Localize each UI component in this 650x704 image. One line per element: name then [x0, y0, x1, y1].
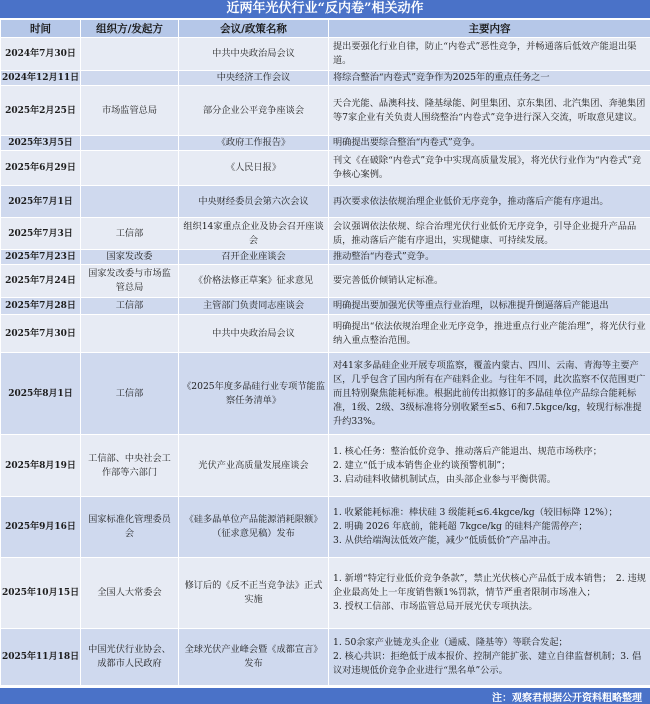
content-line: 明确提出要加强光伏等重点行业治理，以标准提升倒逼落后产能退出 [333, 300, 609, 311]
table-row [1, 186, 650, 218]
cell-content [329, 186, 650, 218]
table-row [1, 86, 650, 136]
table-row [1, 315, 650, 353]
content-line: 1. 50余家产业链龙头企业（通威、隆基等）等联合发起； [333, 637, 568, 648]
cell-meeting: 修订后的《反不正当竞争法》正式实施 [179, 558, 329, 629]
table-row [1, 629, 650, 686]
header-row [1, 20, 650, 38]
table-row [1, 136, 650, 151]
cell-content [329, 315, 650, 353]
content-line: 2. 核心共识：拒绝低于成本报价、控制产能扩张、建立自律监督机制；3. 倡议对违规低价竞争企业进行“黑名单”公示。 [333, 651, 642, 676]
table-row [1, 353, 650, 435]
cell-org: 工信部 [81, 298, 179, 315]
cell-org: 中国光伏行业协会、成都市人民政府 [81, 629, 179, 686]
cell-date: 2025年3月5日 [1, 136, 81, 151]
content-line: 天合光能、晶澳科技、隆基绿能、阿里集团、京东集团、北汽集团、奔驰集团等7家企业有关负责人围绕整治“内卷式”竞争进行深入交流，听取意见建议。 [333, 97, 646, 123]
content-line: 提出要强化行业自律，防止“内卷式”恶性竞争，并畅通落后低效产能退出渠道。 [333, 41, 637, 66]
cell-meeting: 召开企业座谈会 [179, 250, 329, 265]
cell-date: 2025年7月30日 [1, 315, 81, 353]
cell-content [329, 136, 650, 151]
cell-org [81, 186, 179, 218]
cell-org: 工信部 [81, 353, 179, 435]
cell-content [329, 558, 650, 629]
table-row [1, 218, 650, 250]
cell-date: 2025年6月29日 [1, 151, 81, 186]
content-line: 推动整治“内卷式”竞争。 [333, 251, 435, 262]
cell-content [329, 71, 650, 86]
cell-meeting: 《政府工作报告》 [179, 136, 329, 151]
content-line: 将综合整治“内卷式”竞争作为2025年的重点任务之一 [333, 72, 550, 83]
content-line: 2. 明确 2026 年底前，能耗超 7kgce/kg 的硅料产能需停产； [333, 521, 588, 532]
cell-meeting: 中央财经委员会第六次会议 [179, 186, 329, 218]
content-line: 3. 从供给端淘汰低效产能，减少“低质低价”产品冲击。 [333, 535, 557, 546]
content-line: 2. 建立“低于成本销售企业约谈预警机制”； [333, 459, 511, 471]
cell-org: 国家标准化管理委员会 [81, 497, 179, 558]
cell-date: 2025年7月23日 [1, 250, 81, 265]
cell-org [81, 151, 179, 186]
cell-meeting: 《人民日报》 [179, 151, 329, 186]
cell-content [329, 435, 650, 497]
cell-content [329, 250, 650, 265]
cell-meeting: 全球光伏产业峰会暨《成都宣言》发布 [179, 629, 329, 686]
header-org: 组织方/发起方 [81, 20, 179, 38]
cell-content [329, 38, 650, 71]
header-meeting: 会议/政策名称 [179, 20, 329, 38]
table-row [1, 265, 650, 298]
content-line: 3. 授权工信部、市场监管总局开展光伏专项执法。 [333, 601, 538, 612]
cell-date: 2025年7月24日 [1, 265, 81, 298]
cell-meeting: 《硅多晶单位产品能源消耗限额》（征求意见稿）发布 [179, 497, 329, 558]
table-row [1, 558, 650, 629]
cell-org [81, 136, 179, 151]
cell-meeting: 主管部门负责同志座谈会 [179, 298, 329, 315]
cell-meeting: 组织14家重点企业及协会召开座谈会 [179, 218, 329, 250]
cell-org [81, 71, 179, 86]
cell-meeting: 中共中央政治局会议 [179, 38, 329, 71]
content-line: 1. 收紧能耗标准：棒状硅 3 级能耗≤6.4kgce/kg（较旧标降 12%）； [333, 507, 618, 518]
cell-org [81, 315, 179, 353]
cell-content [329, 265, 650, 298]
cell-date: 2025年8月19日 [1, 435, 81, 497]
cell-org: 工信部 [81, 218, 179, 250]
cell-meeting: 中共中央政治局会议 [179, 315, 329, 353]
cell-date: 2025年7月3日 [1, 218, 81, 250]
cell-content [329, 298, 650, 315]
cell-org: 工信部、中央社会工作部等六部门 [81, 435, 179, 497]
table-row [1, 71, 650, 86]
cell-date: 2025年7月1日 [1, 186, 81, 218]
table-row [1, 250, 650, 265]
content-line: 3. 启动硅料收储机制试点，由头部企业参与平衡供需。 [333, 473, 556, 485]
cell-org: 市场监管总局 [81, 86, 179, 136]
cell-date: 2024年12月11日 [1, 71, 81, 86]
cell-org: 国家发改委 [81, 250, 179, 265]
content-line: 1. 新增“特定行业低价竞争条款”，禁止光伏核心产品低于成本销售； 2. 违规企业最高处上一年度销售额1%罚款，情节严重者限制市场准入； [333, 573, 646, 598]
cell-org: 国家发改委与市场监管总局 [81, 265, 179, 298]
cell-org: 全国人大常委会 [81, 558, 179, 629]
cell-content [329, 151, 650, 186]
content-line: 1. 核心任务：整治低价竞争、推动落后产能退出、规范市场秩序； [333, 445, 602, 457]
cell-content [329, 497, 650, 558]
cell-content [329, 629, 650, 686]
table-row [1, 497, 650, 558]
table-row [1, 298, 650, 315]
cell-content [329, 86, 650, 136]
table-row [1, 38, 650, 71]
cell-content [329, 218, 650, 250]
table-row [1, 435, 650, 497]
header-date: 时间 [1, 20, 81, 38]
content-line: 明确提出要综合整治“内卷式”竞争。 [333, 137, 481, 148]
cell-content [329, 353, 650, 435]
table-title: 近两年光伏行业“反内卷”相关动作 [0, 0, 650, 19]
actions-table [0, 19, 650, 686]
content-line: 会议强调依法依规、综合治理光伏行业低价无序竞争，引导企业提升产品品质，推动落后产能有序退出，实现健康、可持续发展。 [333, 220, 637, 246]
content-line: 明确提出“依法依规治理企业无序竞争，推进重点行业产能治理”，将光伏行业纳入重点整治范围。 [333, 320, 646, 346]
cell-meeting: 光伏产业高质量发展座谈会 [179, 435, 329, 497]
content-line: 刊文《在破除“内卷式”竞争中实现高质量发展》，将光伏行业作为“内卷式”竞争核心案例。 [333, 155, 642, 180]
cell-date: 2025年8月1日 [1, 353, 81, 435]
cell-date: 2024年7月30日 [1, 38, 81, 71]
table-row [1, 151, 650, 186]
cell-meeting: 部分企业公平竞争座谈会 [179, 86, 329, 136]
source-note: 注：观察君根据公开资料粗略整理 [0, 686, 650, 704]
cell-meeting: 《价格法修正草案》征求意见 [179, 265, 329, 298]
content-line: 再次要求依法依规治理企业低价无序竞争，推动落后产能有序退出。 [333, 195, 609, 207]
content-line: 对41家多晶硅企业开展专项监察，覆盖内蒙古、四川、云南、青海等主要产区，几乎包含了国内所有在产硅料企业。与往年不同，此次监察不仅范围更广而且特别聚焦能耗标准。根据此前传出拟修订的多晶硅单位产品综合能耗标准，1级、2级、3级标准将分别收紧至≤5、6和7.5kgce/kg，较现行标准提升约33%。 [333, 359, 646, 427]
cell-date: 2025年9月16日 [1, 497, 81, 558]
content-line: 要完善低价倾销认定标准。 [333, 275, 444, 286]
cell-date: 2025年7月28日 [1, 298, 81, 315]
header-content: 主要内容 [329, 20, 650, 38]
cell-meeting: 《2025年度多晶硅行业专项节能监察任务清单》 [179, 353, 329, 435]
cell-date: 2025年2月25日 [1, 86, 81, 136]
cell-date: 2025年10月15日 [1, 558, 81, 629]
cell-org [81, 38, 179, 71]
cell-date: 2025年11月18日 [1, 629, 81, 686]
cell-meeting: 中央经济工作会议 [179, 71, 329, 86]
